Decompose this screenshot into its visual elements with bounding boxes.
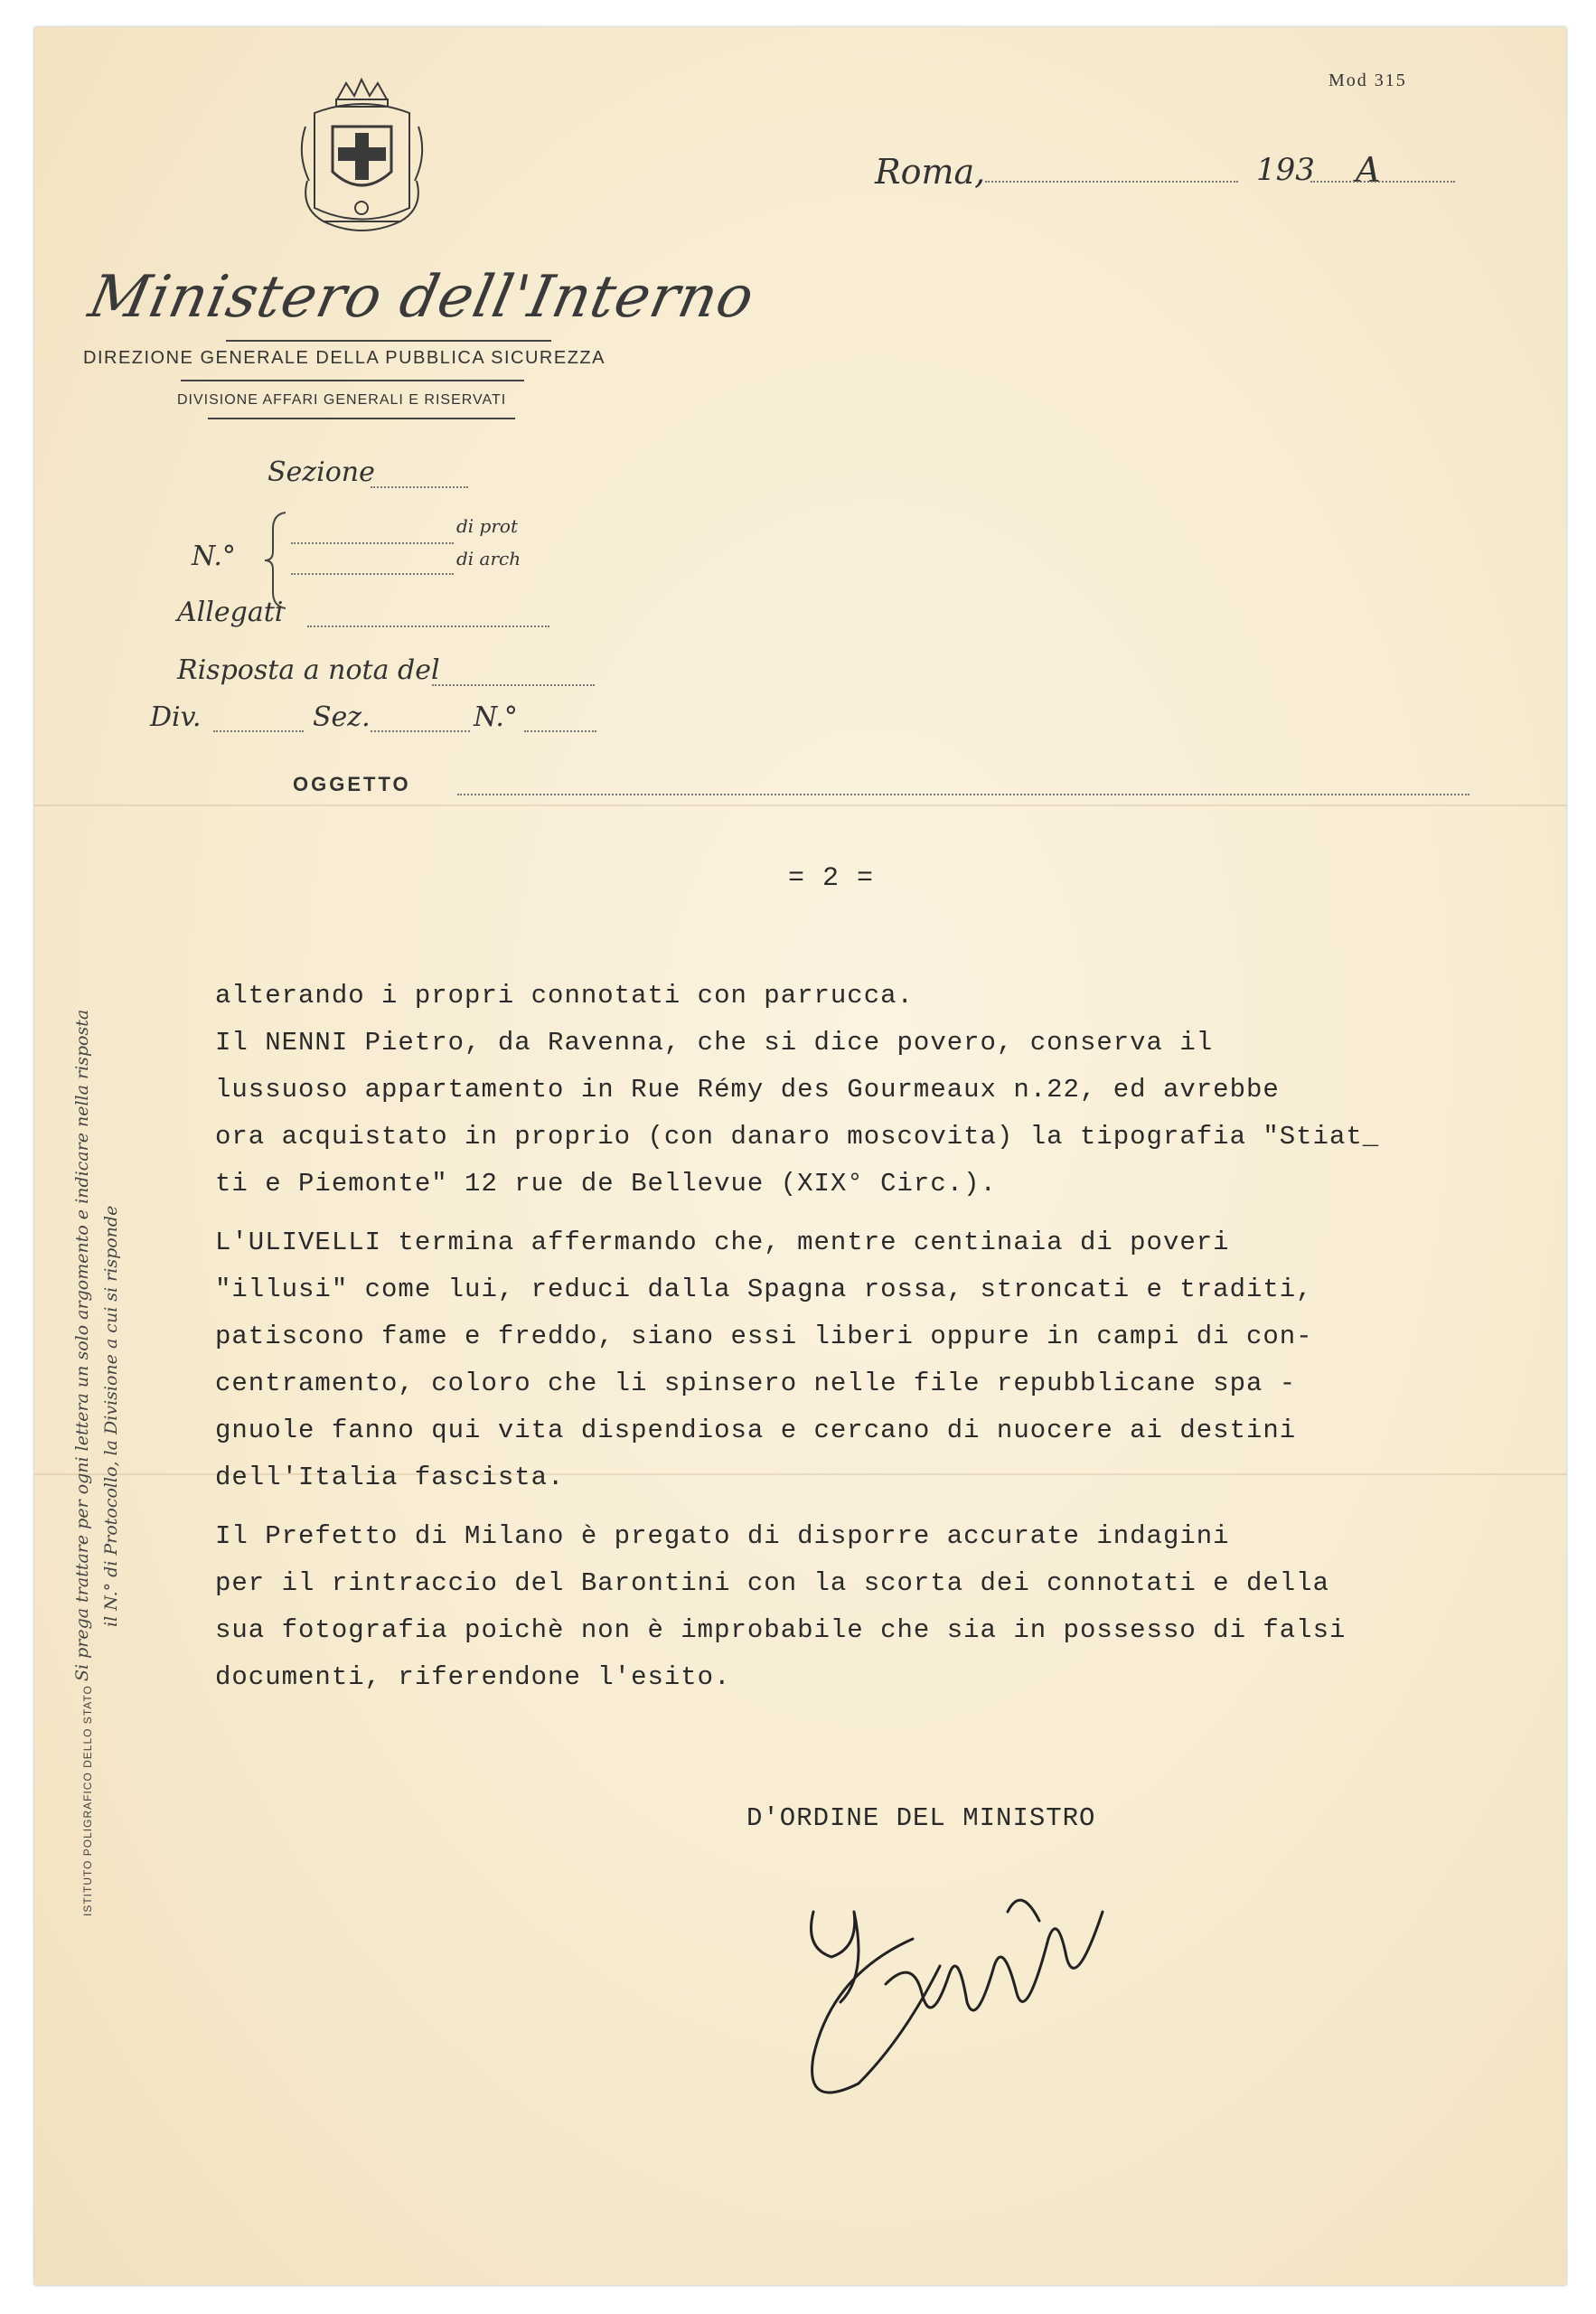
risposta-label: Risposta a nota del [177,654,440,686]
divisione-affari: DIVISIONE AFFARI GENERALI E RISERVATI [177,392,507,408]
handwritten-signature [777,1858,1139,2120]
div-line [213,730,304,732]
body-line: lussuoso appartamento in Rue Rémy des Gourmeaux n.22, ed avrebbe [215,1075,1280,1105]
date-dotted-line [1310,181,1455,183]
n-line [524,730,596,732]
di-arch-label: di arch [456,548,521,569]
arch-line [291,573,454,575]
closing-formula: D'ORDINE DEL MINISTRO [746,1803,1096,1833]
body-line: Il NENNI Pietro, da Ravenna, che si dice povero, conserva il [215,1028,1214,1058]
year-suffix: A [1356,150,1381,190]
body-line: dell'Italia fascista. [215,1463,565,1492]
place-city: Roma, [875,152,986,192]
header-rule [181,380,524,381]
prot-line [291,542,454,544]
allegati-label: Allegati [177,597,284,628]
body-line: gnuole fanno qui vita dispendiosa e cercano di nuocere ai destini [215,1416,1297,1445]
body-line: centramento, coloro che li spinsero nelle file repubblicane spa - [215,1369,1297,1398]
form-code: Mod 315 [1328,71,1407,90]
di-prot-label: di prot [456,515,518,537]
sezione-line [371,486,468,488]
page-number: = 2 = [788,863,875,894]
brace-icon [262,511,289,610]
royal-coat-of-arms-icon [296,72,427,244]
ministry-title: Ministero dell'Interno [83,264,761,331]
printer-imprint: ISTITUTO POLIGRAFICO DELLO STATO [81,1685,94,1916]
sez-line [371,730,470,732]
margin-note-line-2: il N.° di Protocollo, la Divisione a cui si risponde [101,1205,121,1627]
header-rule [208,418,515,419]
fold-line [34,804,1566,806]
body-line: L'ULIVELLI termina affermando che, mentre centinaia di poveri [215,1228,1230,1257]
body-line: "illusi" come lui, reduci dalla Spagna rossa, stroncati e traditi, [215,1275,1313,1304]
direzione-generale: DIREZIONE GENERALE DELLA PUBBLICA SICUREZZA [83,348,606,368]
div-label: Div. [150,701,202,733]
n-label: N.° [474,701,518,733]
allegati-line [307,626,549,627]
sez-label: Sez. [313,701,371,733]
margin-note-line-1: Si prega trattare per ogni lettera un solo argomento e indicare nella risposta [72,1009,92,1681]
body-line: patiscono fame e freddo, siano essi liberi oppure in campi di con- [215,1322,1313,1351]
body-line: ora acquistato in proprio (con danaro moscovita) la tipografia "Stiat_ [215,1122,1380,1152]
header-rule [226,340,551,342]
body-line: Il Prefetto di Milano è pregato di disporre accurate indagini [215,1521,1230,1551]
numero-label: N.° [192,541,236,572]
oggetto-label: OGGETTO [293,773,411,795]
body-line: per il rintraccio del Barontini con la scorta dei connotati e della [215,1568,1329,1598]
body-line: alterando i propri connotati con parrucca. [215,981,914,1011]
date-dotted-line [985,181,1238,183]
body-line: sua fotografia poichè non è improbabile che sia in possesso di falsi [215,1615,1347,1645]
year-prefix: 193 [1256,152,1315,188]
oggetto-line [457,794,1469,795]
sezione-label: Sezione [268,456,375,488]
body-line: ti e Piemonte" 12 rue de Bellevue (XIX° Circ.). [215,1169,997,1199]
body-line: documenti, riferendone l'esito. [215,1662,731,1692]
risposta-line [432,684,595,686]
